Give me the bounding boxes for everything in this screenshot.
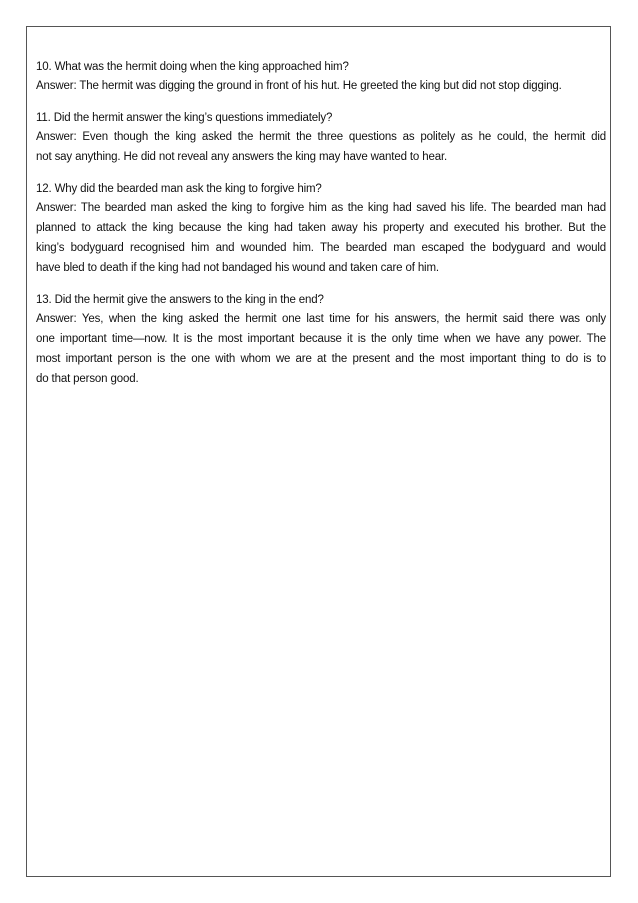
answer-line: king’s bodyguard recognised him and wounded him. The bearded man escaped the bodyguard and would [36, 242, 606, 254]
qa-content [36, 58, 606, 402]
answer-line: Answer: The bearded man asked the king to forgive him as the king had saved his life. The bearded man had [36, 202, 606, 214]
question: 11. Did the hermit answer the king’s questions immediately? [36, 112, 333, 124]
answer-line: most important person is the one with whom we are at the present and the most important thing to do is to [36, 353, 606, 365]
answer-line: Answer: The hermit was digging the ground in front of his hut. He greeted the king but did not stop digging. [36, 80, 562, 92]
question: 10. What was the hermit doing when the king approached him? [36, 61, 349, 73]
answer-line: not say anything. He did not reveal any answers the king may have wanted to hear. [36, 151, 448, 163]
answer-line: do that person good. [36, 373, 139, 385]
qa-item-10 [36, 58, 606, 96]
question: 13. Did the hermit give the answers to the king in the end? [36, 294, 324, 306]
answer-line: planned to attack the king because the king had taken away his property and executed his brother. But the [36, 222, 606, 234]
qa-item-12 [36, 180, 606, 278]
answer-line: have bled to death if the king had not bandaged his wound and taken care of him. [36, 262, 439, 274]
answer-line: one important time—now. It is the most important because it is the only time when we have any power. The [36, 333, 606, 345]
answer-line: Answer: Even though the king asked the hermit the three questions as politely as he could, the hermit did [36, 131, 606, 143]
question: 12. Why did the bearded man ask the king to forgive him? [36, 183, 322, 195]
answer-line: Answer: Yes, when the king asked the hermit one last time for his answers, the hermit said there was only [36, 313, 606, 325]
qa-item-11 [36, 109, 606, 167]
qa-item-13 [36, 291, 606, 389]
